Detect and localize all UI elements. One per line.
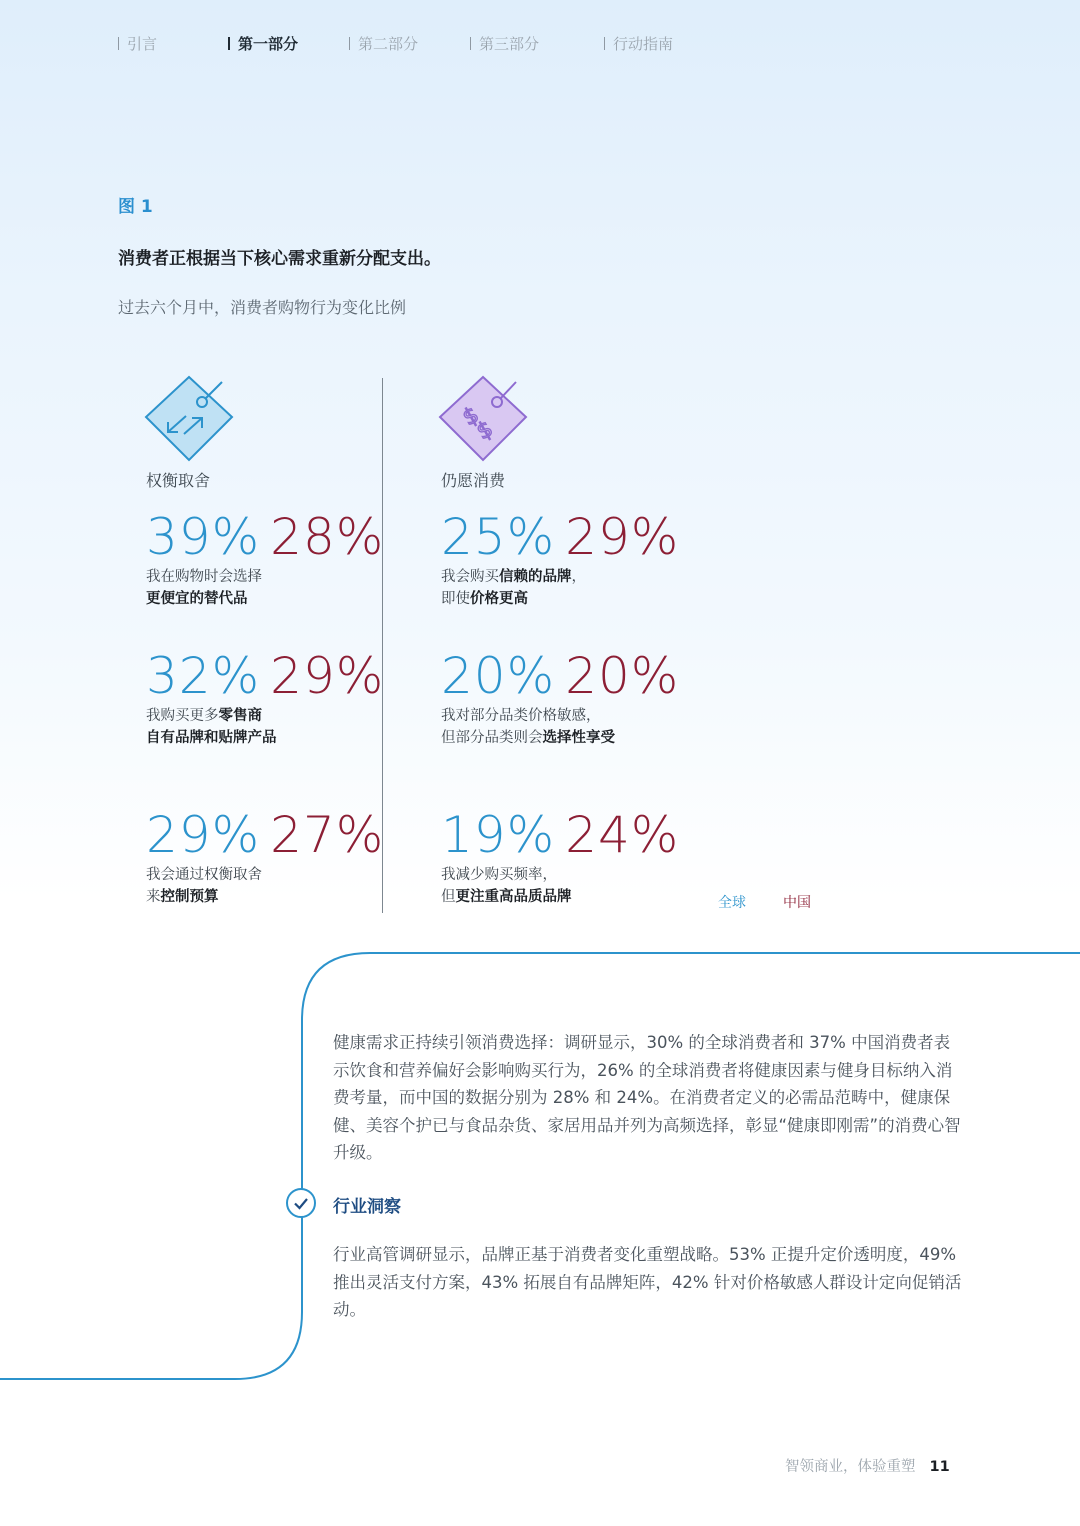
dollar-tag-icon	[434, 372, 534, 467]
nav-item-part-two[interactable]: 第二部分	[349, 33, 418, 54]
china-value: 20%	[565, 647, 680, 705]
legend-global: 全球	[718, 895, 746, 911]
page-footer	[785, 1455, 950, 1476]
stat-control-budget	[146, 808, 386, 908]
global-value: 32%	[146, 647, 261, 705]
stat-values	[146, 510, 386, 564]
nav-separator	[604, 37, 605, 50]
china-value: 27%	[270, 806, 385, 864]
stat-values	[441, 649, 701, 703]
global-value: 20%	[441, 647, 556, 705]
global-value: 25%	[441, 508, 556, 566]
figure-label: 图 1	[118, 197, 153, 217]
industry-insight-heading: 行业洞察	[333, 1197, 401, 1217]
footer-title: 智领商业，体验重塑	[785, 1459, 916, 1475]
stat-quality-brands	[441, 808, 701, 908]
stat-description: 我购买更多零售商 自有品牌和贴牌产品	[146, 708, 277, 746]
stat-values	[146, 808, 386, 862]
category-name-still-spend: 仍愿消费	[441, 471, 506, 490]
stat-trusted-brands	[441, 510, 701, 610]
figure-subtitle: 过去六个月中，消费者购物行为变化比例	[118, 298, 407, 317]
stat-description: 我会购买信赖的品牌， 即使价格更高	[441, 569, 586, 607]
nav-separator	[349, 37, 350, 50]
legend-china: 中国	[783, 895, 811, 911]
checkmark-glyph	[288, 1190, 314, 1216]
nav-item-part-three[interactable]: 第三部分	[470, 33, 539, 54]
tradeoff-arrows-tag-icon	[140, 372, 240, 467]
stat-private-label	[146, 649, 386, 749]
stat-values	[146, 649, 386, 703]
industry-insight-paragraph: 行业高管调研显示，品牌正基于消费者变化重塑战略。53% 正提升定价透明度，49% 推出灵活支付方案，43% 拓展自有品牌矩阵，42% 针对价格敏感人群设计定向促销活动。	[333, 1245, 962, 1319]
stat-selective-indulgence	[441, 649, 701, 749]
china-value: 29%	[565, 508, 680, 566]
stat-cheaper-alternatives	[146, 510, 386, 610]
figure-title: 消费者正根据当下核心需求重新分配支出。	[118, 249, 441, 269]
china-value: 28%	[270, 508, 385, 566]
category-name-tradeoff: 权衡取舍	[146, 471, 211, 490]
china-value: 29%	[270, 647, 385, 705]
page-number: 11	[929, 1459, 950, 1475]
stat-description: 我会通过权衡取舍 来控制预算	[146, 867, 262, 905]
nav-item-part-one[interactable]: 第一部分	[228, 33, 298, 54]
nav-separator	[118, 37, 119, 50]
global-value: 39%	[146, 508, 261, 566]
stat-description: 我对部分品类价格敏感， 但部分品类则会选择性享受	[441, 708, 615, 746]
checkmark-circle-icon	[286, 1188, 316, 1218]
nav-item-intro[interactable]: 引言	[118, 33, 157, 54]
nav-separator	[470, 37, 471, 50]
china-value: 24%	[565, 806, 680, 864]
stat-values	[441, 808, 701, 862]
nav-separator	[228, 37, 230, 50]
stat-description: 我在购物时会选择 更便宜的替代品	[146, 569, 262, 607]
global-value: 29%	[146, 806, 261, 864]
health-demand-paragraph: 健康需求正持续引领消费选择：调研显示，30% 的全球消费者和 37% 中国消费者表示饮食和营养偏好会影响购买行为，26% 的全球消费者将健康因素与健身目标纳入消费考量，而中国的数据分别为 28% 和 24%。在消费者定义的必需品范畴中，健康保健、美容个护已与食品杂货、家居用品并列为高频选择，彰显“健康即刚需”的消费心智升级。	[333, 1033, 961, 1162]
svg-text:$: $	[458, 402, 484, 432]
stat-description: 我减少购买频率， 但更注重高品质品牌	[441, 867, 572, 905]
section-nav	[0, 33, 1080, 57]
stat-values	[441, 510, 701, 564]
nav-item-action-guide[interactable]: 行动指南	[604, 33, 673, 54]
global-value: 19%	[441, 806, 556, 864]
svg-text:$: $	[472, 416, 498, 446]
